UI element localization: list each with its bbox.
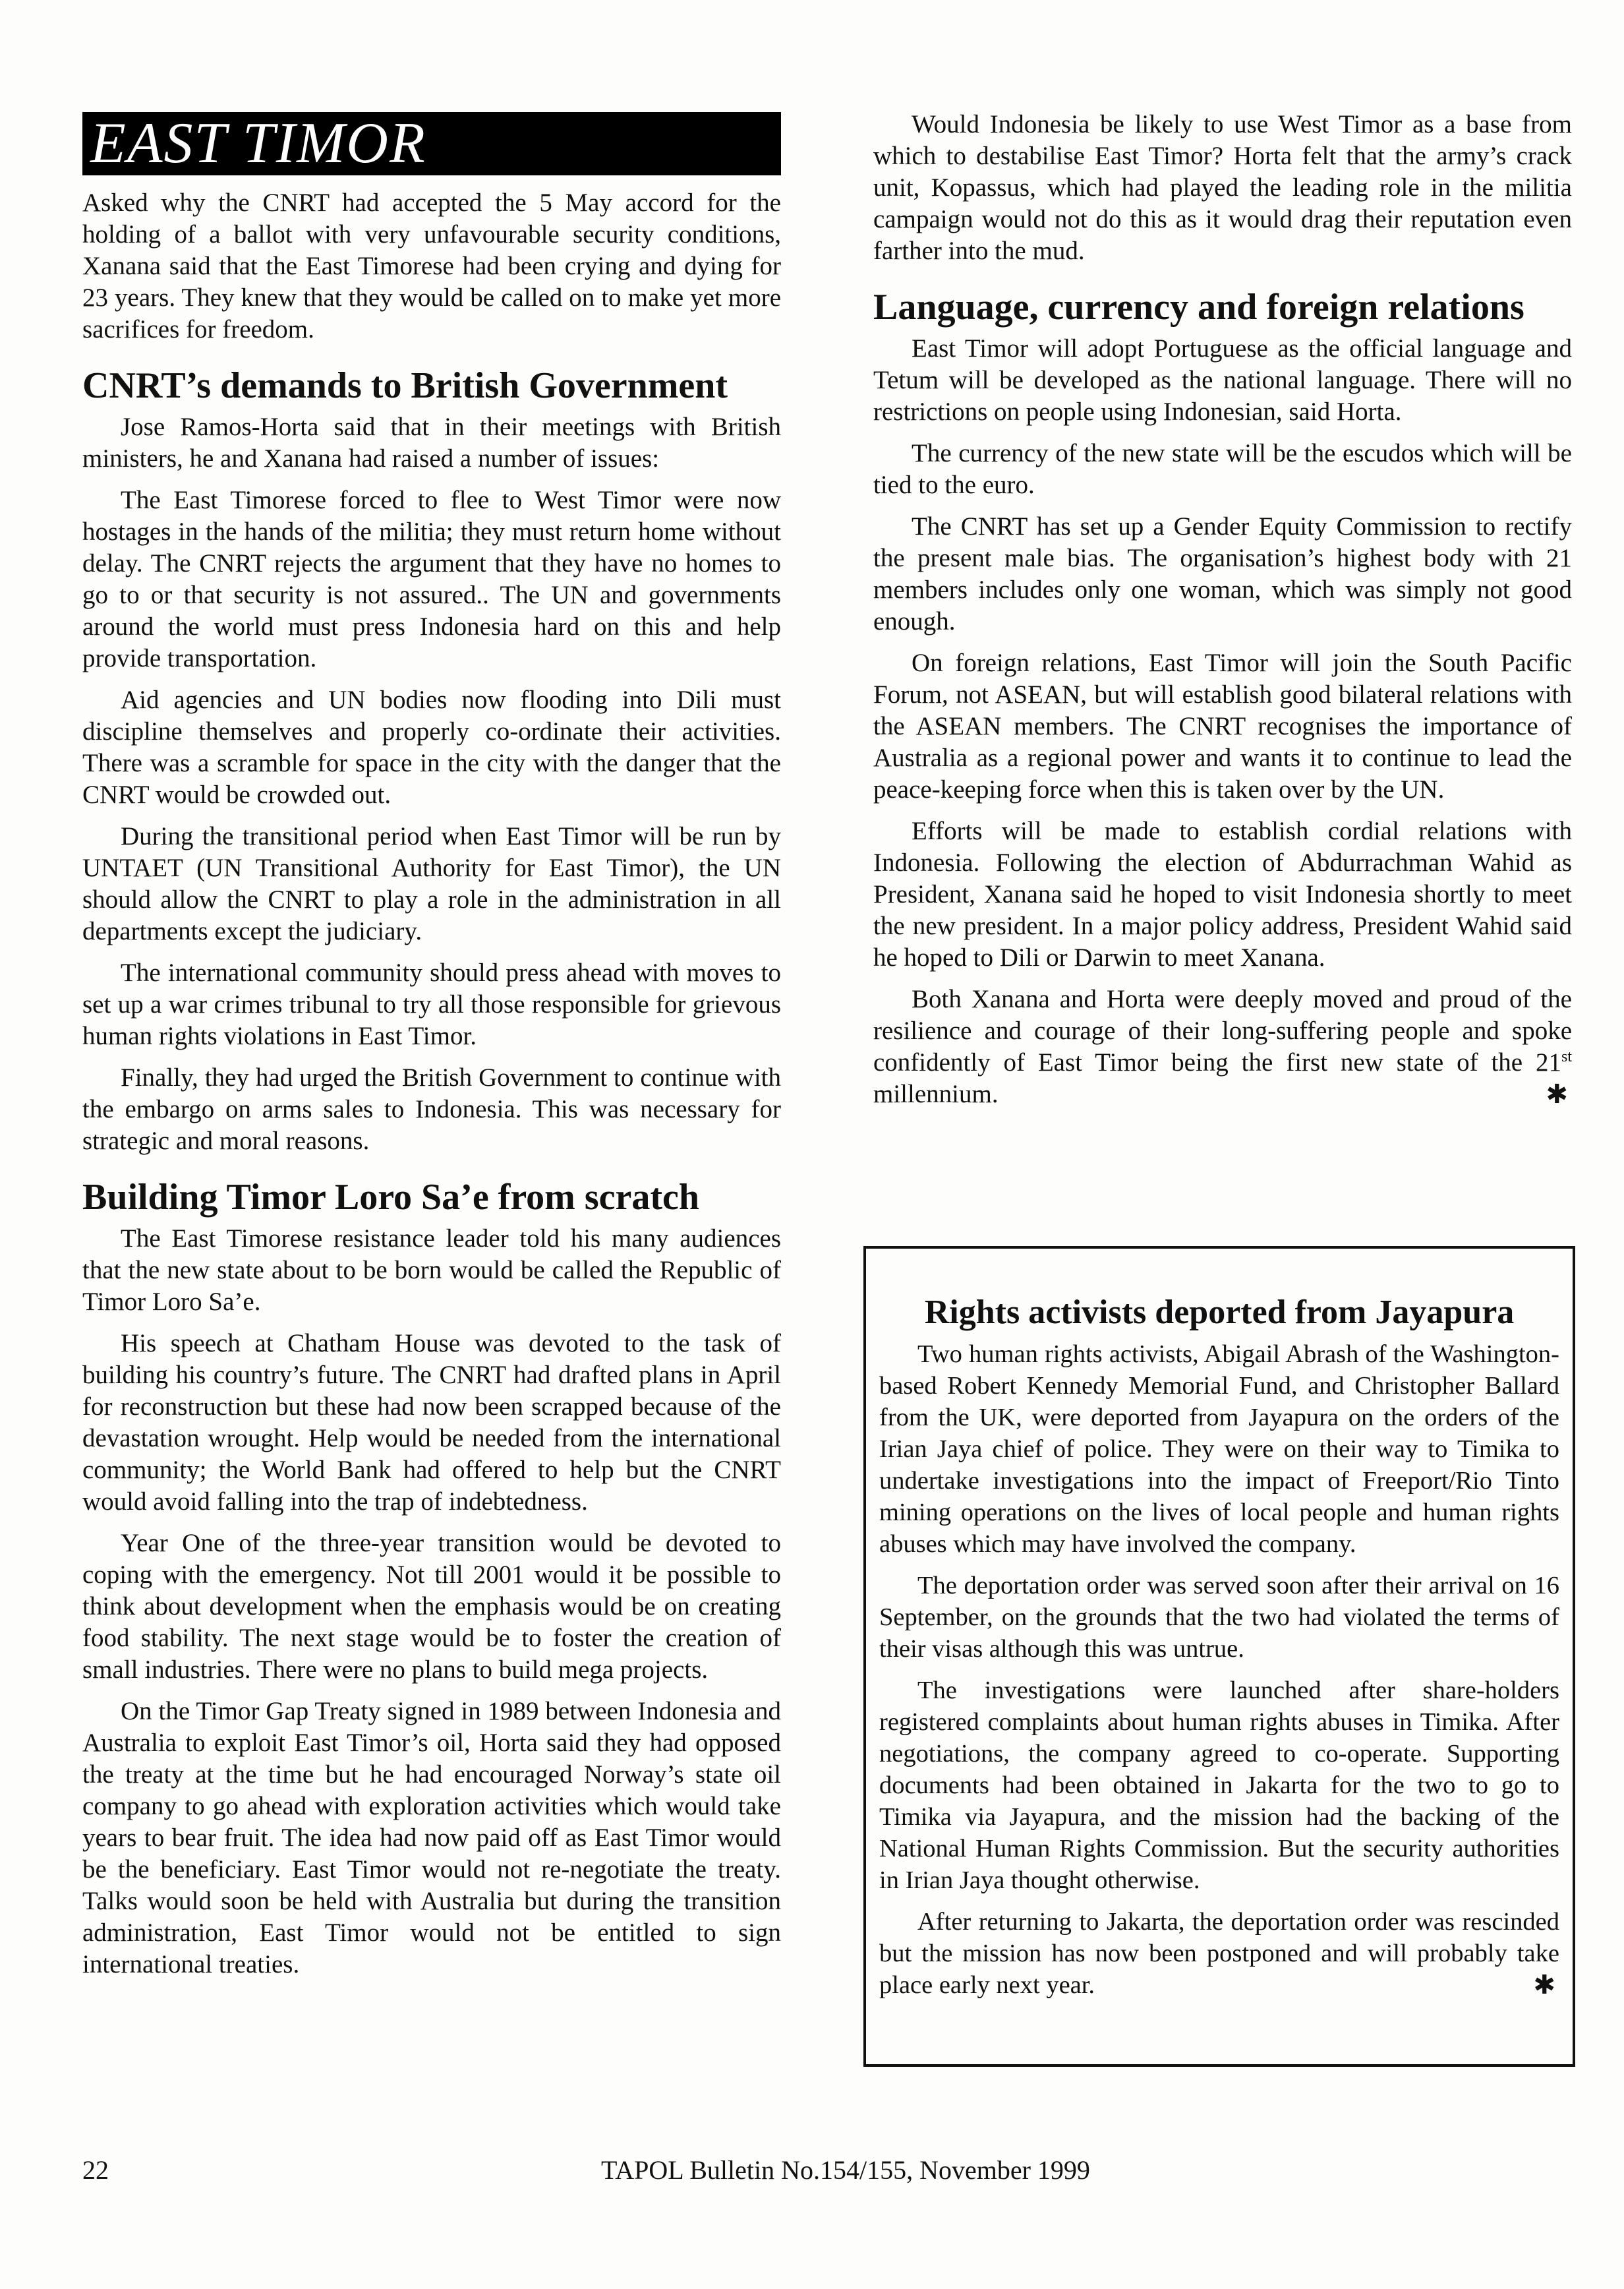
section-banner: EAST TIMOR: [82, 112, 781, 175]
closing-text: Both Xanana and Horta were deeply moved and proud of the resilience and courage of their long-suffering people and spoke confidently of East Timor being the first new state of the 21: [873, 985, 1572, 1077]
paragraph: Jose Ramos-Horta said that in their meetings with British ministers, he and Xanana had raised a number of issues:: [82, 413, 781, 473]
paragraph: The deportation order was served soon after their arrival on 16 September, on the grounds that the two had violated the terms of their visas although this was untrue.: [879, 1572, 1559, 1663]
closing-paragraph: [873, 984, 1572, 1110]
paragraph: The investigations were launched after share-holders registered complaints about human rights abuses in Timika. After negotiations, the company agreed to co-operate. Supporting documents had been obtained in Jakarta for the two to go to Timika via Jayapura, and the mission had the backing of the National Human Rights Commission. But the security authorities in Irian Jaya thought otherwise.: [879, 1677, 1559, 1894]
paragraph: The East Timorese forced to flee to West Timor were now hostages in the hands of the militia; they must return home without delay. The CNRT rejects the argument that they have no homes to go to or that security is not assured.. The UN and governments around the world must press Indonesia hard on this and help provide transportation.: [82, 486, 781, 672]
heading-language-currency: Language, currency and foreign relations: [873, 287, 1524, 328]
paragraph: His speech at Chatham House was devoted to the task of building his country’s future. The CNRT had drafted plans in April for reconstruction but these had now been scrapped because of the devastation wrought. Help would be needed from the international community; the World Bank had offered to help but the CNRT would avoid falling into the trap of indebtedness.: [82, 1329, 781, 1516]
end-mark-icon: ✱: [1546, 1079, 1568, 1109]
intro-paragraph: Asked why the CNRT had accepted the 5 May accord for the holding of a ballot with very unfavourable security conditions, Xanana said that the East Timorese had been crying and dying for 23 years. They knew that they would be called on to make yet more sacrifices for freedom.: [82, 189, 781, 343]
boxed-article: [863, 1246, 1575, 2067]
paragraph: The East Timorese resistance leader told his many audiences that the new state about to be born would be called the Republic of Timor Loro Sa’e.: [82, 1224, 781, 1316]
heading-building-timor: Building Timor Loro Sa’e from scratch: [82, 1177, 699, 1218]
closing-paragraph: [879, 1906, 1559, 2001]
paragraph: On foreign relations, East Timor will join the South Pacific Forum, not ASEAN, but will establish good bilateral relations with the ASEAN members. The CNRT recognises the importance of Australia as a regional power and wants it to continue to lead the peace-keeping force when this is taken over by the UN.: [873, 649, 1572, 804]
right-column: [873, 109, 1572, 1120]
paragraph: The currency of the new state will be the escudos which will be tied to the euro.: [873, 439, 1572, 499]
running-title: TAPOL Bulletin No.154/155, November 1999: [601, 2155, 1090, 2185]
paragraph: Year One of the three-year transition would be devoted to coping with the emergency. Not till 2001 would it be possible to think about development when the emphasis would be on creating food stability. The next stage would be to foster the creation of small industries. There were no plans to build mega projects.: [82, 1529, 781, 1684]
paragraph: Would Indonesia be likely to use West Timor as a base from which to destabilise East Timor? Horta felt that the army’s crack unit, Kopassus, which had played the leading role in the militia campaign would not do this as it would drag their reputation even farther into the mud.: [873, 110, 1572, 265]
paragraph: On the Timor Gap Treaty signed in 1989 between Indonesia and Australia to exploit East Timor’s oil, Horta said they had opposed the treaty at the time but he had encouraged Norway’s state oil company to go ahead with exploration activities which would take years to bear fruit. The idea had now paid off as East Timor would be the beneficiary. East Timor would not re-negotiate the treaty. Talks would soon be held with Australia but during the transition administration, East Timor would not be entitled to sign international treaties.: [82, 1697, 781, 1978]
paragraph: Finally, they had urged the British Government to continue with the embargo on arms sales to Indonesia. This was necessary for strategic and moral reasons.: [82, 1063, 781, 1155]
paragraph: The CNRT has set up a Gender Equity Commission to rectify the present male bias. The organisation’s highest body with 21 members includes only one woman, which was simply not good enough.: [873, 512, 1572, 636]
left-column: [82, 112, 781, 1990]
paragraph: Aid agencies and UN bodies now flooding into Dili must discipline themselves and properly co-ordinate their activities. There was a scramble for space in the city with the danger that the CNRT would be crowded out.: [82, 686, 781, 809]
paragraph: The international community should press ahead with moves to set up a war crimes tribunal to try all those responsible for grievous human rights violations in East Timor.: [82, 959, 781, 1050]
heading-cnrt-demands: CNRT’s demands to British Government: [82, 365, 728, 406]
closing-text-end: millennium.: [873, 1080, 999, 1108]
paragraph: During the transitional period when East Timor will be run by UNTAET (UN Transitional Authority for East Timor), the UN should allow the CNRT to play a role in the administration in all departments except the judiciary.: [82, 822, 781, 945]
end-mark-icon: ✱: [1533, 1970, 1555, 2000]
closing-text: After returning to Jakarta, the deportation order was rescinded but the mission has now been postponed and will probably take place early next year.: [879, 1908, 1559, 1999]
paragraph: East Timor will adopt Portuguese as the official language and Tetum will be developed as the national language. There will no restrictions on people using Indonesian, said Horta.: [873, 334, 1572, 426]
box-title: Rights activists deported from Jayapura: [924, 1293, 1515, 1331]
ordinal-superscript: st: [1561, 1048, 1572, 1065]
paragraph: Two human rights activists, Abigail Abrash of the Washington-based Robert Kennedy Memorial Fund, and Christopher Ballard from the UK, were deported from Jayapura on the orders of the Irian Jaya chief of police. They were on their way to Timika to undertake investigations into the impact of Freeport/Rio Tinto mining operations on the lives of local people and human rights abuses which may have involved the company.: [879, 1340, 1559, 1558]
paragraph: Efforts will be made to establish cordial relations with Indonesia. Following the election of Abdurrachman Wahid as President, Xanana said he hoped to visit Indonesia shortly to meet the new president. In a major policy address, President Wahid said he hoped to Dili or Darwin to meet Xanana.: [873, 817, 1572, 972]
page-number: 22: [82, 2155, 109, 2185]
